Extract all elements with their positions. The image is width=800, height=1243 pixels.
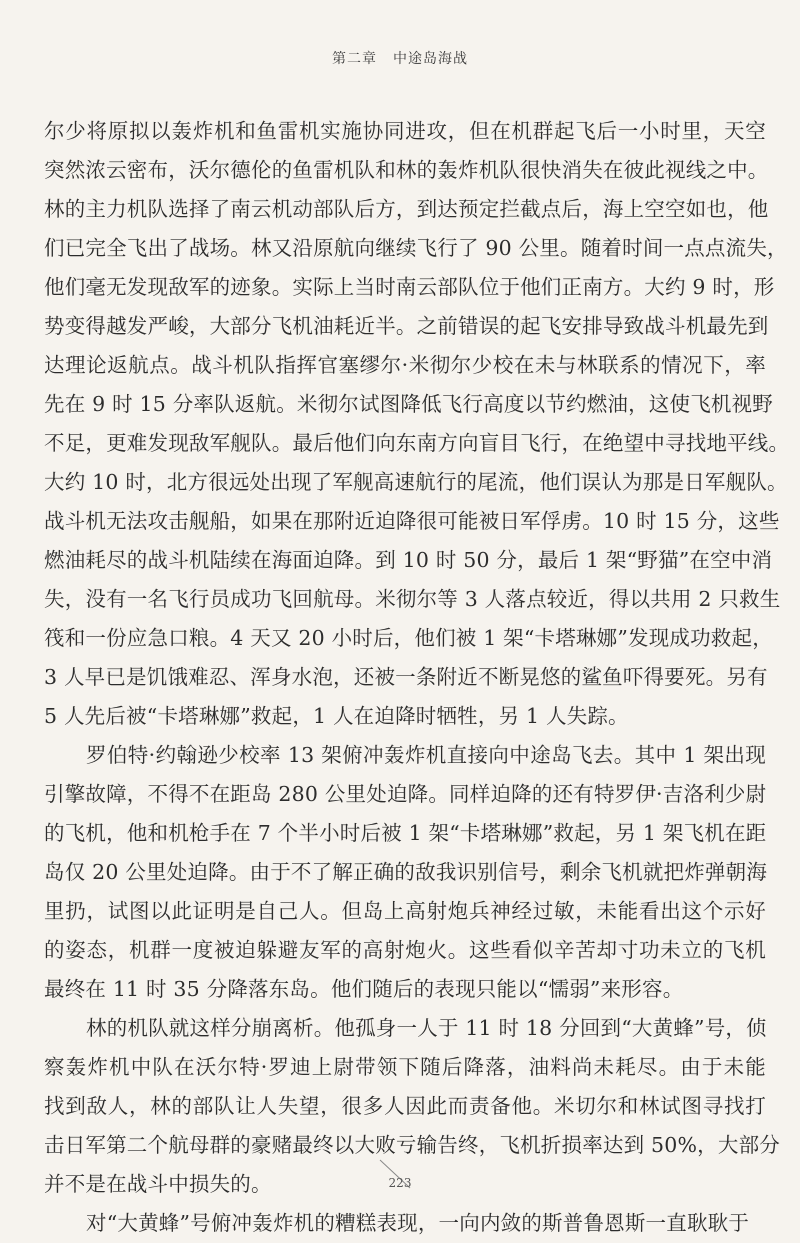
- text-line: 战斗机无法攻击舰船，如果在那附近迫降很可能被日军俘虏。10 时 15 分，这些: [44, 509, 780, 533]
- text-line: 的飞机，他和机枪手在 7 个半小时后被 1 架“卡塔琳娜”救起，另 1 架飞机在距: [44, 821, 767, 845]
- text-line: 失，没有一名飞行员成功飞回航母。米彻尔等 3 人落点较近，得以共用 2 只救生: [44, 587, 781, 611]
- paragraph-start-line: 对“大黄蜂”号俯冲轰炸机的糟糕表现，一向内敛的斯普鲁恩斯一直耿耿于: [86, 1211, 750, 1235]
- body-text: [44, 112, 790, 1243]
- text-line: 先在 9 时 15 分率队返航。米彻尔试图降低飞行高度以节约燃油，这使飞机视野: [44, 392, 773, 416]
- text-line: 突然浓云密布，沃尔德伦的鱼雷机队和林的轰炸机队很快消失在彼此视线之中。: [44, 158, 769, 182]
- text-line: 林的主力机队选择了南云机动部队后方，到达预定拦截点后，海上空空如也，他: [44, 197, 769, 221]
- text-line: 最终在 11 时 35 分降落东岛。他们随后的表现只能以“懦弱”来形容。: [44, 977, 684, 1001]
- page-number: 223: [388, 1176, 412, 1190]
- chapter-title: 中途岛海战: [393, 51, 468, 67]
- text-line: 察轰炸机中队在沃尔特·罗迪上尉带领下随后降落，油料尚未耗尽。由于未能: [44, 1055, 766, 1079]
- text-line: 引擎故障，不得不在距岛 280 公里处迫降。同样迫降的还有特罗伊·吉洛利少尉: [44, 782, 767, 806]
- text-line: 击日军第二个航母群的豪赌最终以大败亏输告终，飞机折损率达到 50%，大部分: [44, 1133, 780, 1157]
- text-line: 燃油耗尽的战斗机陆续在海面迫降。到 10 时 50 分，最后 1 架“野猫”在空中消: [44, 548, 773, 572]
- text-line: 3 人早已是饥饿难忍、浑身水泡，还被一条附近不断晃悠的鲨鱼吓得要死。另有: [44, 665, 768, 689]
- text-line: 5 人先后被“卡塔琳娜”救起，1 人在迫降时牺牲，另 1 人失踪。: [44, 704, 629, 728]
- running-header: [0, 48, 800, 68]
- text-line: 找到敌人，林的部队让人失望，很多人因此而责备他。米切尔和林试图寻找打: [44, 1094, 766, 1118]
- paragraph-start-line: 罗伯特·约翰逊少校率 13 架俯冲轰炸机直接向中途岛飞去。其中 1 架出现: [86, 743, 766, 767]
- text-line: 达理论返航点。战斗机队指挥官塞缪尔·米彻尔少校在未与林联系的情况下，率: [44, 353, 766, 377]
- text-line: 尔少将原拟以轰炸机和鱼雷机实施协同进攻，但在机群起飞后一小时里，天空: [44, 119, 766, 143]
- text-line: 的姿态，机群一度被迫躲避友军的高射炮火。这些看似辛苦却寸功未立的飞机: [44, 938, 766, 962]
- text-line: 不足，更难发现敌军舰队。最后他们向东南方向盲目飞行，在绝望中寻找地平线。: [44, 431, 790, 455]
- text-line: 岛仅 20 公里处迫降。由于不了解正确的敌我识别信号，剩余飞机就把炸弹朝海: [44, 860, 768, 884]
- text-line: 筏和一份应急口粮。4 天又 20 小时后，他们被 1 架“卡塔琳娜”发现成功救起，: [44, 626, 773, 650]
- paragraph-start-line: 林的机队就这样分崩离析。他孤身一人于 11 时 18 分回到“大黄蜂”号，侦: [86, 1016, 767, 1040]
- text-line: 大约 10 时，北方很远处出现了军舰高速航行的尾流，他们误认为那是日军舰队。: [44, 470, 788, 494]
- text-line: 们已完全飞出了战场。林又沿原航向继续飞行了 90 公里。随着时间一点点流失，: [44, 236, 788, 260]
- text-line: 势变得越发严峻，大部分飞机油耗近半。之前错误的起飞安排导致战斗机最先到: [44, 314, 769, 338]
- chapter-label: 第二章: [332, 51, 377, 67]
- text-line: 他们毫无发现敌军的迹象。实际上当时南云部队位于他们正南方。大约 9 时，形: [44, 275, 775, 299]
- text-line: 里扔，试图以此证明是自己人。但岛上高射炮兵神经过敏，未能看出这个示好: [44, 899, 766, 923]
- text-line: 并不是在战斗中损失的。: [44, 1172, 272, 1196]
